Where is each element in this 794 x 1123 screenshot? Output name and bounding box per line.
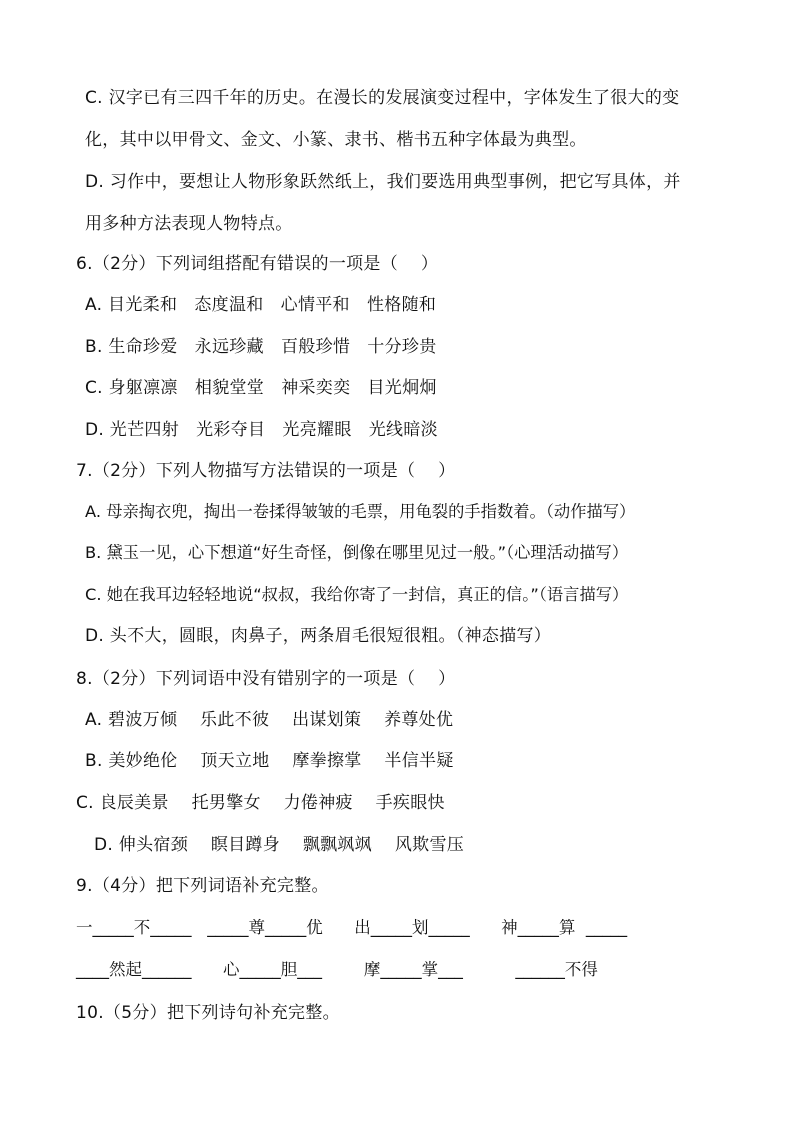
question-6: 6.（2分）下列词组搭配有错误的一项是（ ） [76,254,439,274]
option-line: C. 她在我耳边轻轻地说“叔叔，我给你寄了一封信，真正的信。”（语言描写） [85,585,629,604]
option-line: A. 母亲掏衣兜，掏出一卷揉得皱皱的毛票，用龟裂的手指数着。（动作描写） [85,502,636,521]
option-line: D. 头不大，圆眼，肉鼻子，两条眉毛很短很粗。（神态描写） [85,626,552,646]
option-line: 用多种方法表现人物特点。 [85,214,293,234]
option-line: B. 黛玉一见，心下想道“好生奇怪，倒像在哪里见过一般。”（心理活动描写） [85,543,629,562]
option-line: C. 汉字已有三四千年的历史。在漫长的发展演变过程中，字体发生了很大的变 [85,88,680,108]
fill-blank-line: ____然起______ 心_____胆___ 摩_____掌___ ______不得 [76,960,598,979]
question-7: 7.（2分）下列人物描写方法错误的一项是（ ） [76,461,456,481]
option-line: A. 目光柔和 态度温和 心情平和 性格随和 [85,295,437,315]
option-line: B. 生命珍爱 永远珍藏 百般珍惜 十分珍贵 [85,337,437,357]
option-line: D. 光芒四射 光彩夺目 光亮耀眼 光线暗淡 [85,420,438,440]
question-10: 10.（5分）把下列诗句补充完整。 [76,1003,340,1023]
fill-blank-line: 一_____不_____ _____尊_____优 出_____划_____ 神_____算 _____ [76,918,628,937]
option-line: D. 伸头宿颈 瞑目蹲身 飘飘飒飒 风欺雪压 [94,835,465,855]
option-line: C. 良辰美景 托男擎女 力倦神疲 手疾眼快 [76,793,445,813]
question-9: 9.（4分）把下列词语补充完整。 [76,876,329,896]
option-line: C. 身躯凛凛 相貌堂堂 神采奕奕 目光炯炯 [85,378,437,398]
question-8: 8.（2分）下列词语中没有错别字的一项是（ ） [76,669,456,689]
option-line: A. 碧波万倾 乐此不彼 出谋划策 养尊处优 [85,710,454,730]
option-line: 化，其中以甲骨文、金文、小篆、隶书、楷书五种字体最为典型。 [85,130,587,150]
option-line: B. 美妙绝伦 顶天立地 摩拳擦掌 半信半疑 [85,751,454,771]
option-line: D. 习作中，要想让人物形象跃然纸上，我们要选用典型事例，把它写具体，并 [85,172,681,192]
